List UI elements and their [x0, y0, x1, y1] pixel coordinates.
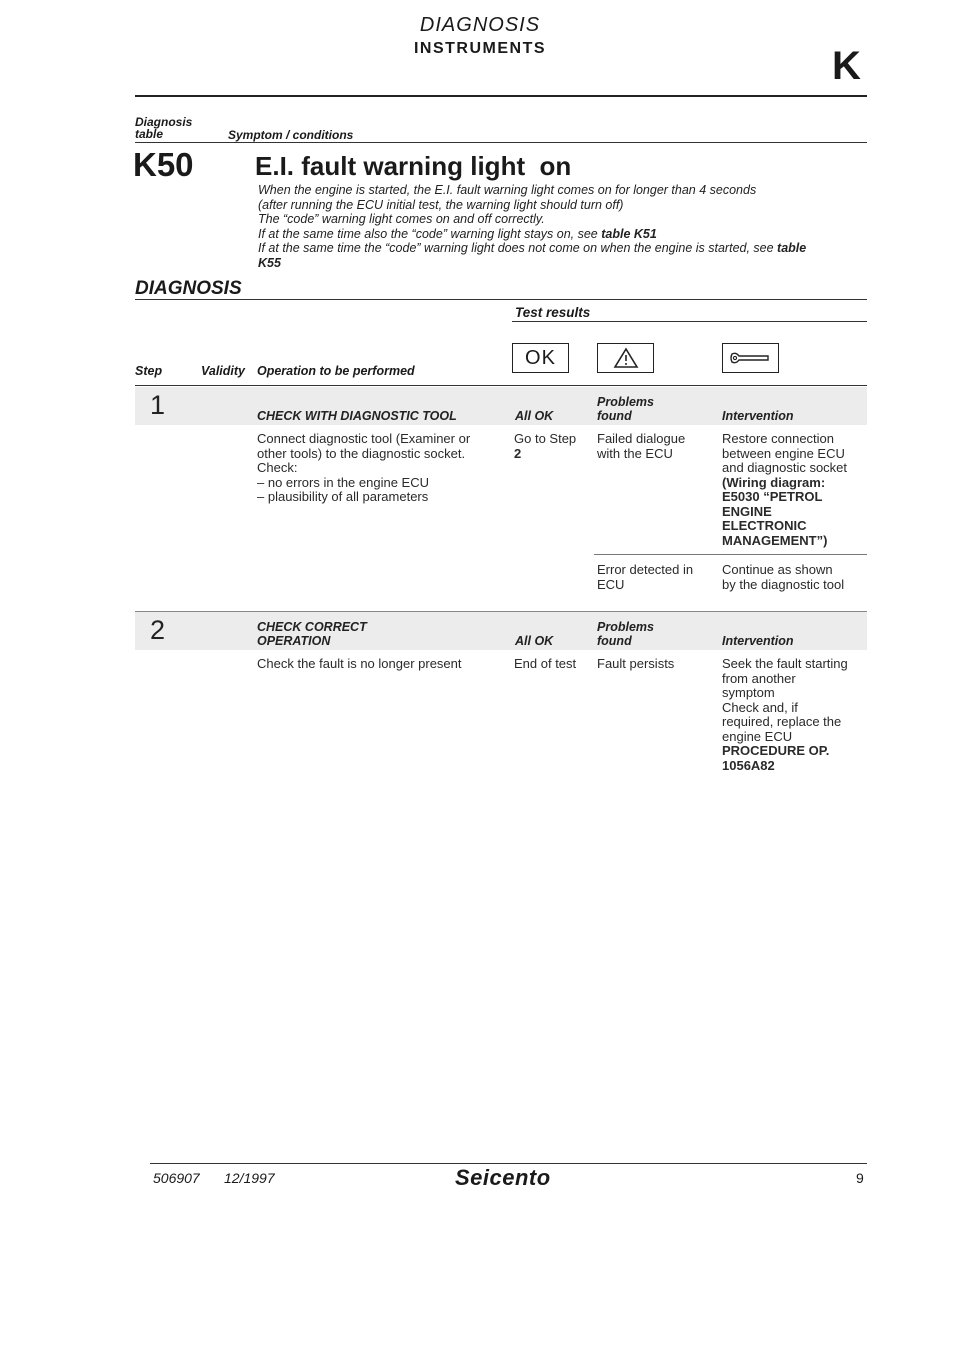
wrench-icon — [722, 343, 779, 373]
footer-page-number: 9 — [856, 1170, 864, 1186]
diagnosis-rule — [135, 299, 867, 300]
footer-date: 12/1997 — [224, 1170, 275, 1186]
ok-icon: OK — [512, 343, 569, 373]
subsection-title: INSTRUMENTS — [413, 40, 547, 57]
diagnosis-table-label: Diagnosis table — [135, 115, 193, 141]
validity-column-label: Validity — [201, 364, 245, 378]
step-1-operation: Connect diagnostic tool (Examiner or other tools) to the diagnostic socket. Check: – no errors in the engine ECU – plausibility of all parameters — [257, 431, 471, 504]
step-1-ok-result: Go to Step 2 — [514, 431, 577, 461]
step-1-problems-found: Problems found — [597, 395, 654, 423]
header-rule — [135, 95, 867, 97]
section-title: DIAGNOSIS — [419, 14, 541, 36]
operation-column-label: Operation to be performed — [257, 364, 415, 378]
step-1-number: 1 — [150, 390, 166, 420]
step-2-operation: Check the fault is no longer present — [257, 656, 462, 671]
step-2-number: 2 — [150, 615, 166, 645]
chapter-letter: K — [832, 44, 861, 88]
step-1-all-ok: All OK — [515, 409, 554, 423]
step-2-problems-found: Problems found — [597, 620, 654, 648]
step-1-intervention-a: Restore connection between engine ECU and diagnostic socket (Wiring diagram: E5030 “PETROL ENGINE ELECTRONIC MANAGEMENT”) — [722, 431, 848, 548]
step-2-title: CHECK CORRECT OPERATION — [257, 620, 367, 648]
step-1-problem-a: Failed dialogue with the ECU — [597, 431, 686, 461]
footer-brand-logo: Seicento — [455, 1165, 551, 1190]
test-results-label: Test results — [515, 305, 591, 320]
fault-code: K50 — [133, 146, 194, 183]
step-1-intervention-b: Continue as shown by the diagnostic tool — [722, 562, 845, 592]
step-1-title: CHECK WITH DIAGNOSTIC TOOL — [257, 409, 457, 423]
step-2-intervention-label: Intervention — [722, 634, 794, 648]
warning-icon — [597, 343, 654, 373]
step-2-intervention: Seek the fault starting from another symptom Check and, if required, replace the engine ECU PROCEDURE OP. 1056A82 — [722, 656, 848, 773]
symptom-rule — [135, 142, 867, 143]
diagnosis-heading: DIAGNOSIS — [135, 278, 242, 299]
step-2-problem: Fault persists — [597, 656, 675, 671]
footer-rule — [150, 1163, 867, 1164]
footer-doc-number: 506907 — [153, 1170, 200, 1186]
step-2-all-ok: All OK — [515, 634, 554, 648]
test-results-rule — [512, 321, 867, 322]
fault-title: E.I. fault warning light on — [255, 151, 572, 181]
step-1-problem-b: Error detected in ECU — [597, 562, 694, 592]
symptom-label: Symptom / conditions — [228, 128, 354, 142]
step-1-intervention-label: Intervention — [722, 409, 794, 423]
step-column-label: Step — [135, 364, 163, 378]
fault-description: When the engine is started, the E.I. fault warning light comes on for longer than 4 seconds (after running the ECU initial test, the warning light should turn off) The “code” warning light comes on and off correctly. If at the same time also the “code” warning light stays on, see table K51 If at the same time the “code” warning light does not come on when the engine is started, see table K55 — [258, 183, 807, 270]
columns-rule — [135, 385, 867, 386]
step-2-ok-result: End of test — [514, 656, 577, 671]
step-1-problem-divider — [594, 554, 867, 555]
